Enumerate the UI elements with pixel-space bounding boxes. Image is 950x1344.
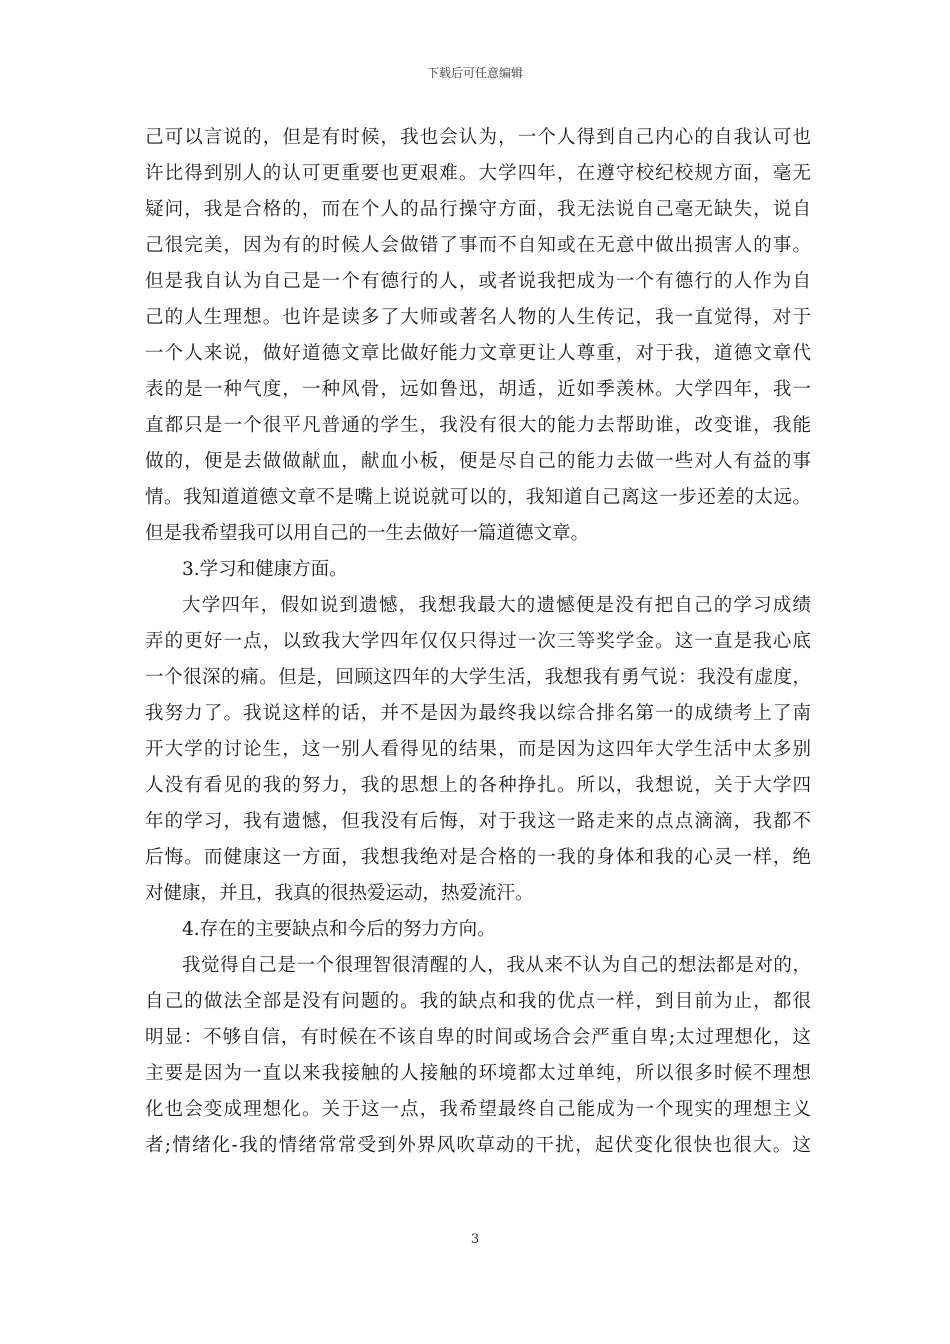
page-header: 下载后可任意编辑 (426, 66, 523, 80)
text-line: 后悔。而健康这一方面，我想我绝对是合格的一我的身体和我的心灵一样，绝 (145, 847, 811, 868)
paragraph-end-line: 对健康，并且，我真的很热爱运动，热爱流汗。 (145, 883, 534, 904)
section-heading-4: 4.存在的主要缺点和今后的努力方向。 (182, 919, 496, 940)
text-line: 直都只是一个很平凡普通的学生，我没有很大的能力去帮助谁，改变谁，我能 (145, 415, 811, 436)
text-line: 情。我知道道德文章不是嘴上说说就可以的，我知道自己离这一步还差的太远。 (145, 487, 811, 508)
text-line: 主要是因为一直以来我接触的人接触的环境都太过单纯，所以很多时候不理想 (145, 1063, 811, 1084)
text-line: 做的，便是去做做献血，献血小板，便是尽自己的能力去做一些对人有益的事 (145, 451, 811, 472)
text-line: 一个人来说，做好道德文章比做好能力文章更让人尊重，对于我，道德文章代 (145, 343, 811, 364)
document-body (145, 120, 811, 1164)
section-heading-3: 3.学习和健康方面。 (182, 559, 348, 580)
text-line: 许比得到别人的认可更重要也更艰难。大学四年，在遵守校纪校规方面，毫无 (145, 163, 811, 184)
text-line: 开大学的讨论生，这一别人看得见的结果，而是因为这四年大学生活中太多别 (145, 739, 811, 760)
text-line: 但是我自认为自己是一个有德行的人，或者说我把成为一个有德行的人作为自 (145, 271, 811, 292)
text-line: 者;情绪化-我的情绪常常受到外界风吹草动的干扰，起伏变化很快也很大。这 (145, 1135, 811, 1156)
paragraph-end-line: 但是我希望我可以用自己的一生去做好一篇道德文章。 (145, 523, 590, 544)
text-line: 我努力了。我说这样的话，并不是因为最终我以综合排名第一的成绩考上了南 (145, 703, 811, 724)
text-line: 自己的做法全部是没有问题的。我的缺点和我的优点一样，到目前为止，都很 (145, 991, 811, 1012)
paragraph-first-line: 我觉得自己是一个很理智很清醒的人，我从来不认为自己的想法都是对的， (182, 955, 811, 976)
text-line: 己可以言说的，但是有时候，我也会认为，一个人得到自己内心的自我认可也 (145, 127, 811, 148)
text-line: 己的人生理想。也许是读多了大师或著名人物的人生传记，我一直觉得，对于 (145, 307, 811, 328)
text-line: 年的学习，我有遗憾，但我没有后悔，对于我这一路走来的点点滴滴，我都不 (145, 811, 811, 832)
text-line: 己很完美，因为有的时候人会做错了事而不自知或在无意中做出损害人的事。 (145, 235, 811, 256)
page-number: 3 (470, 1232, 480, 1247)
text-line: 疑问，我是合格的，而在个人的品行操守方面，我无法说自己毫无缺失，说自 (145, 199, 811, 220)
text-line: 表的是一种气度，一种风骨，远如鲁迅，胡适，近如季羡林。大学四年，我一 (145, 379, 811, 400)
text-line: 明显：不够自信，有时候在不该自卑的时间或场合会严重自卑;太过理想化，这 (145, 1027, 811, 1048)
text-line: 人没有看见的我的努力，我的思想上的各种挣扎。所以，我想说，关于大学四 (145, 775, 811, 796)
text-line: 一个很深的痛。但是，回顾这四年的大学生活，我想我有勇气说：我没有虚度， (145, 667, 811, 688)
paragraph-first-line: 大学四年，假如说到遗憾，我想我最大的遗憾便是没有把自己的学习成绩 (182, 595, 811, 616)
text-line: 弄的更好一点，以致我大学四年仅仅只得过一次三等奖学金。这一直是我心底 (145, 631, 811, 652)
text-line: 化也会变成理想化。关于这一点，我希望最终自己能成为一个现实的理想主义 (145, 1099, 811, 1120)
